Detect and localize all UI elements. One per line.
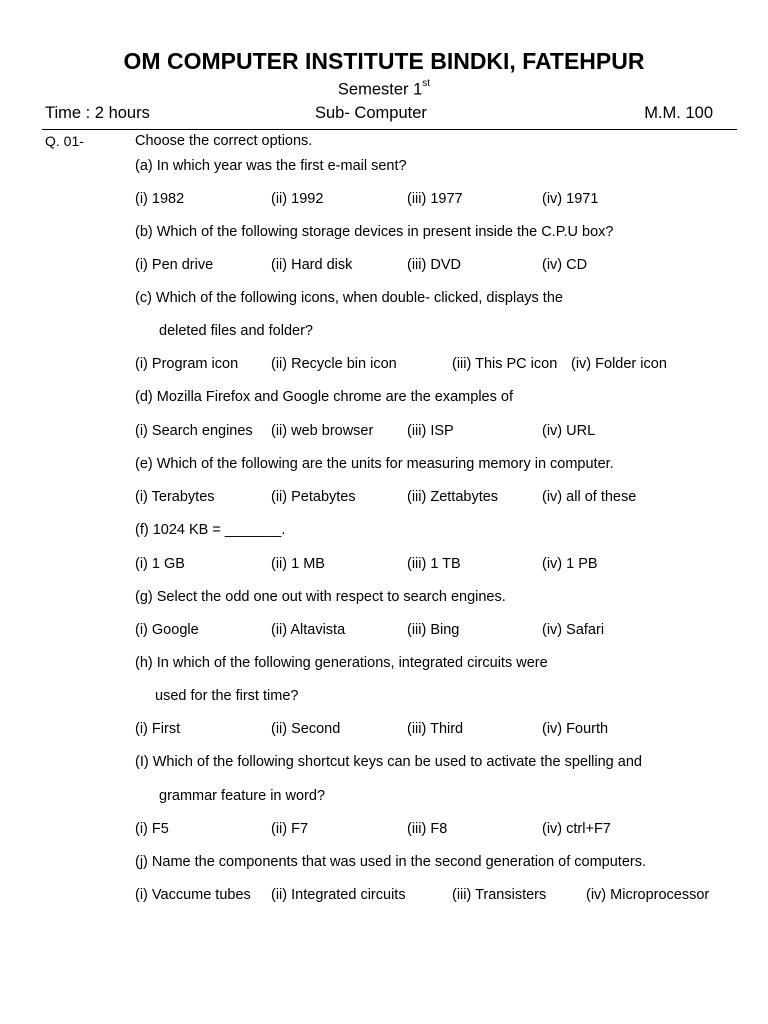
option: (ii) Second: [271, 721, 341, 737]
option: (iv) 1971: [542, 191, 599, 207]
option: (i) 1 GB: [135, 556, 185, 572]
option: (iii) 1977: [407, 191, 463, 207]
item-g-text: (g) Select the odd one out with respect to search engines.: [135, 589, 506, 605]
item-j-options: [135, 887, 735, 909]
exam-subject: Sub- Computer: [315, 104, 427, 122]
option: (iii) This PC icon: [452, 356, 558, 372]
item-f-text: (f) 1024 KB = _______.: [135, 522, 286, 538]
option: (i) Program icon: [135, 356, 239, 372]
option: (ii) Integrated circuits: [271, 887, 406, 903]
option: (iv) Microprocessor: [586, 887, 710, 903]
item-f-options: [135, 556, 735, 578]
option: (iv) URL: [542, 423, 596, 439]
option: (iii) Third: [407, 721, 464, 737]
option: (ii) 1 MB: [271, 556, 325, 572]
option: (i) 1982: [135, 191, 185, 207]
option: (i) Pen drive: [135, 257, 214, 273]
item-e-options: [135, 489, 735, 511]
option: (iv) 1 PB: [542, 556, 598, 572]
option: (ii) Hard disk: [271, 257, 353, 273]
option: (i) Vaccume tubes: [135, 887, 251, 903]
option: (iv) all of these: [542, 489, 637, 505]
item-a-text: (a) In which year was the first e-mail sent?: [135, 158, 407, 174]
exam-meta-row: [45, 104, 737, 128]
question-instruction: Choose the correct options.: [135, 133, 313, 149]
item-d-text: (d) Mozilla Firefox and Google chrome are the examples of: [135, 389, 513, 405]
item-i-text-cont: grammar feature in word?: [159, 788, 326, 804]
option: (iii) ISP: [407, 423, 454, 439]
option: (iii) 1 TB: [407, 556, 461, 572]
option: (iii) DVD: [407, 257, 461, 273]
item-c-options: [135, 356, 735, 378]
option: (iv) Folder icon: [571, 356, 667, 372]
header-divider: [42, 129, 737, 130]
item-i-options: [135, 821, 735, 843]
option: (ii) 1992: [271, 191, 324, 207]
item-j-text: (j) Name the components that was used in the second generation of computers.: [135, 854, 647, 870]
semester-text: Semester 1: [337, 80, 423, 99]
option: (iii) Transisters: [452, 887, 547, 903]
option: (iv) CD: [542, 257, 588, 273]
semester-superscript: st: [422, 78, 431, 89]
option: (iii) Bing: [407, 622, 460, 638]
option: (ii) Recycle bin icon: [271, 356, 397, 372]
option: (i) Search engines: [135, 423, 253, 439]
option: (iv) ctrl+F7: [542, 821, 611, 837]
semester-label: [0, 80, 768, 100]
option: (i) Terabytes: [135, 489, 215, 505]
item-h-text: (h) In which of the following generations, integrated circuits were: [135, 655, 548, 671]
option: (iii) F8: [407, 821, 448, 837]
item-i-text: (I) Which of the following shortcut keys can be used to activate the spelling and: [135, 754, 642, 770]
item-b-options: [135, 257, 735, 279]
option: (iv) Fourth: [542, 721, 609, 737]
option: (ii) Altavista: [271, 622, 346, 638]
item-a-options: [135, 191, 735, 213]
item-e-text: (e) Which of the following are the units for measuring memory in computer.: [135, 456, 614, 472]
item-c-text: (c) Which of the following icons, when double- clicked, displays the: [135, 290, 563, 306]
item-d-options: [135, 423, 735, 445]
item-g-options: [135, 622, 735, 644]
exam-time: Time : 2 hours: [45, 104, 150, 122]
option: (iv) Safari: [542, 622, 605, 638]
item-b-text: (b) Which of the following storage devices in present inside the C.P.U box?: [135, 224, 614, 240]
item-h-options: [135, 721, 735, 743]
institute-title: OM COMPUTER INSTITUTE BINDKI, FATEHPUR: [123, 48, 645, 74]
item-c-text-cont: deleted files and folder?: [159, 323, 313, 339]
option: (ii) F7: [271, 821, 309, 837]
max-marks: M.M. 100: [644, 104, 713, 122]
option: (i) F5: [135, 821, 169, 837]
item-h-text-cont: used for the first time?: [155, 688, 299, 704]
option: (ii) Petabytes: [271, 489, 356, 505]
question-number: Q. 01-: [45, 133, 84, 149]
option: (i) Google: [135, 622, 199, 638]
option: (iii) Zettabytes: [407, 489, 499, 505]
option: (i) First: [135, 721, 181, 737]
option: (ii) web browser: [271, 423, 374, 439]
